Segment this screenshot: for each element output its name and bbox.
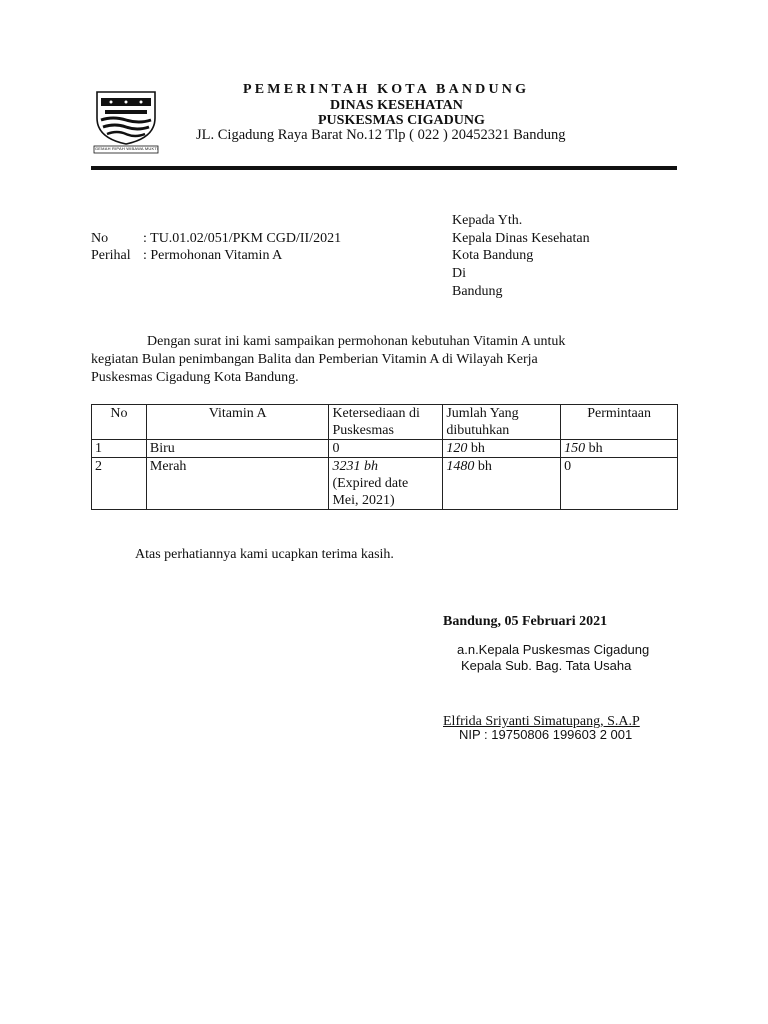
header-ketersediaan-line-1: Ketersediaan di — [332, 406, 420, 421]
letterhead-government: PEMERINTAH KOTA BANDUNG — [243, 82, 530, 97]
cell-jumlah-unit: bh — [474, 459, 492, 474]
perihal-value: : Permohonan Vitamin A — [143, 248, 283, 263]
header-permintaan: Permintaan — [561, 405, 678, 440]
header-jumlah-line-1: Jumlah Yang — [446, 406, 519, 421]
table-row — [92, 458, 678, 510]
header-ketersediaan — [329, 405, 443, 440]
header-no: No — [92, 405, 147, 440]
no-label: No — [91, 231, 109, 246]
recipient-line-3: Kota Bandung — [452, 248, 534, 263]
cell-ketersediaan — [329, 458, 443, 510]
cell-permintaan-unit: bh — [585, 441, 603, 456]
header-ketersediaan-line-2: Puskesmas — [332, 423, 394, 438]
cell-ketersediaan: 0 — [329, 440, 443, 458]
signer-nip: NIP : 19750806 199603 2 001 — [459, 727, 633, 742]
no-value: : TU.01.02/051/PKM CGD/II/2021 — [143, 231, 342, 246]
body-line-3: Puskesmas Cigadung Kota Bandung. — [91, 370, 299, 385]
cell-no: 1 — [92, 440, 147, 458]
recipient-line-2: Kepala Dinas Kesehatan — [452, 231, 590, 246]
recipient-line-4: Di — [452, 266, 466, 281]
cell-vitamin: Merah — [146, 458, 329, 510]
letterhead-divider — [91, 166, 677, 170]
signature-line-2: Kepala Sub. Bag. Tata Usaha — [461, 658, 632, 673]
closing-text: Atas perhatiannya kami ucapkan terima kasih. — [135, 547, 394, 562]
header-jumlah — [443, 405, 561, 440]
header-vitamin: Vitamin A — [146, 405, 329, 440]
body-line-2: kegiatan Bulan penimbangan Balita dan Pemberian Vitamin A di Wilayah Kerja — [91, 352, 538, 367]
cell-jumlah — [443, 440, 561, 458]
letterhead-department: DINAS KESEHATAN — [330, 98, 463, 113]
letterhead-clinic: PUSKESMAS CIGADUNG — [318, 113, 485, 128]
table-row — [92, 440, 678, 458]
cell-jumlah-unit: bh — [467, 441, 485, 456]
signer-name: Elfrida Sriyanti Simatupang, S.A.P — [443, 714, 640, 729]
logo-caption: GEMAH RIPAH WIBAWA MUKTI — [95, 146, 159, 151]
cell-jumlah — [443, 458, 561, 510]
perihal-label: Perihal — [91, 248, 131, 263]
letterhead-address: JL. Cigadung Raya Barat No.12 Tlp ( 022 ) 20452321 Bandung — [196, 127, 566, 143]
cell-jumlah-number: 120 — [446, 441, 468, 456]
cell-permintaan — [561, 440, 678, 458]
signature-line-1: a.n.Kepala Puskesmas Cigadung — [457, 642, 650, 657]
cell-no: 2 — [92, 458, 147, 510]
cell-ketersediaan-line-2: (Expired date — [332, 476, 409, 491]
cell-permintaan-number: 150 — [564, 441, 586, 456]
vitamin-table — [91, 404, 678, 510]
city-emblem-icon — [91, 88, 161, 154]
header-jumlah-line-2: dibutuhkan — [446, 423, 510, 438]
cell-vitamin: Biru — [146, 440, 329, 458]
cell-permintaan: 0 — [561, 458, 678, 510]
recipient-line-1: Kepada Yth. — [452, 213, 523, 228]
cell-jumlah-number: 1480 — [446, 459, 475, 474]
recipient-line-5: Bandung — [452, 284, 503, 299]
cell-ketersediaan-line-3: Mei, 2021) — [332, 493, 395, 508]
cell-ketersediaan-line-1: 3231 bh — [332, 459, 378, 474]
table-header-row — [92, 405, 678, 440]
body-line-1: Dengan surat ini kami sampaikan permohonan kebutuhan Vitamin A untuk — [147, 334, 566, 349]
place-date: Bandung, 05 Februari 2021 — [443, 614, 608, 629]
